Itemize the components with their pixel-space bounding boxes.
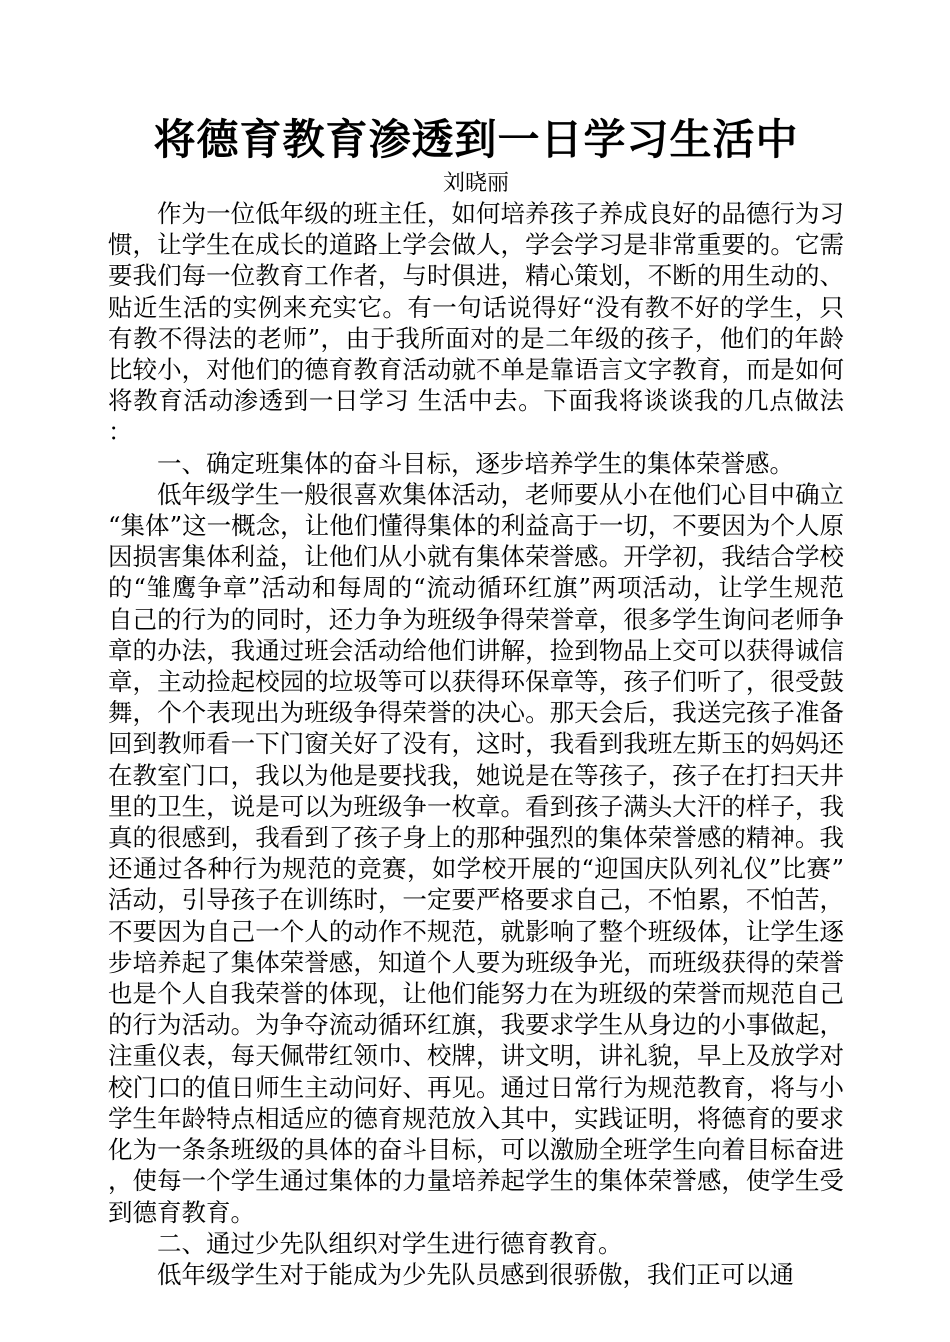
paragraph-section-1: 低年级学生一般很喜欢集体活动，老师要从小在他们心目中确立“集体”这一概念，让他们懂得集体的利益高于一切，不要因为个人原因损害集体利益，让他们从小就有集体荣誉感。开学初，我结合学校的“雏鹰争章”活动和每周的“流动循环红旗”两项活动，让学生规范自己的行为的同时，还力争为班级争得荣誉章，很多学生询问老师争章的办法，我通过班会活动给他们讲解，捡到物品上交可以获得诚信章，主动捡起校园的垃圾等可以获得环保章等，孩子们听了，很受鼓舞，个个表现出为班级争得荣誉的决心。那天会后，我送完孩子准备回到教师看一下门窗关好了没有，这时，我看到我班左斯玉的妈妈还在教室门口，我以为他是要找我，她说是在等孩子，孩子在打扫天井里的卫生，说是可以为班级争一枚章。看到孩子满头大汗的样子，我真的很感到，我看到了孩子身上的那种强烈的集体荣誉感的精神。我还通过各种行为规范的竞赛，如学校开展的“迎国庆队列礼仪”比赛”活动，引导孩子在训练时，一定要严格要求自己，不怕累，不怕苦，不要因为自己一个人的动作不规范，就影响了整个班级体，让学生逐步培养起了集体荣誉感，知道个人要为班级争光，而班级获得的荣誉也是个人自我荣誉的体现，让他们能努力在为班级的荣誉而规范自己的行为活动。为争夺流动循环红旗，我要求学生从身边的小事做起，注重仪表，每天佩带红领巾、校牌，讲文明，讲礼貌，早上及放学对校门口的值日师生主动问好、再见。通过日常行为规范教育，将与小学生年龄特点相适应的德育规范放入其中，实践证明，将德育的要求化为一条条班级的具体的奋斗目标，可以激励全班学生向着目标奋进，使每一个学生通过集体的力量培养起学生的集体荣誉感，使学生受到德育教育。 <box>108 479 844 1227</box>
paragraph-section-2: 低年级学生对于能成为少先队员感到很骄傲，我们正可以通 <box>157 1259 794 1289</box>
paragraph-intro: 作为一位低年级的班主任，如何培养孩子养成良好的品德行为习惯，让学生在成长的道路上学会做人，学会学习是非常重要的。它需要我们每一位教育工作者，与时俱进，精心策划，不断的用生动的、贴近生活的实例来充实它。有一句话说得好“没有教不好的学生，只有教不得法的老师”，由于我所面对的是二年级的孩子，他们的年龄比较小，对他们的德育教育活动就不单是靠语言文字教育，而是如何将教育活动渗透到一日学习 生活中去。下面我将谈谈我的几点做法： <box>108 199 844 447</box>
document-page <box>108 112 844 1290</box>
section-heading-2: 二、通过少先队组织对学生进行德育教育。 <box>157 1228 623 1258</box>
author-name: 刘晓丽 <box>442 171 509 196</box>
document-title: 将德育教育渗透到一日学习生活中 <box>153 115 799 164</box>
section-heading-1: 一、确定班集体的奋斗目标，逐步培养学生的集体荣誉感。 <box>157 448 794 478</box>
